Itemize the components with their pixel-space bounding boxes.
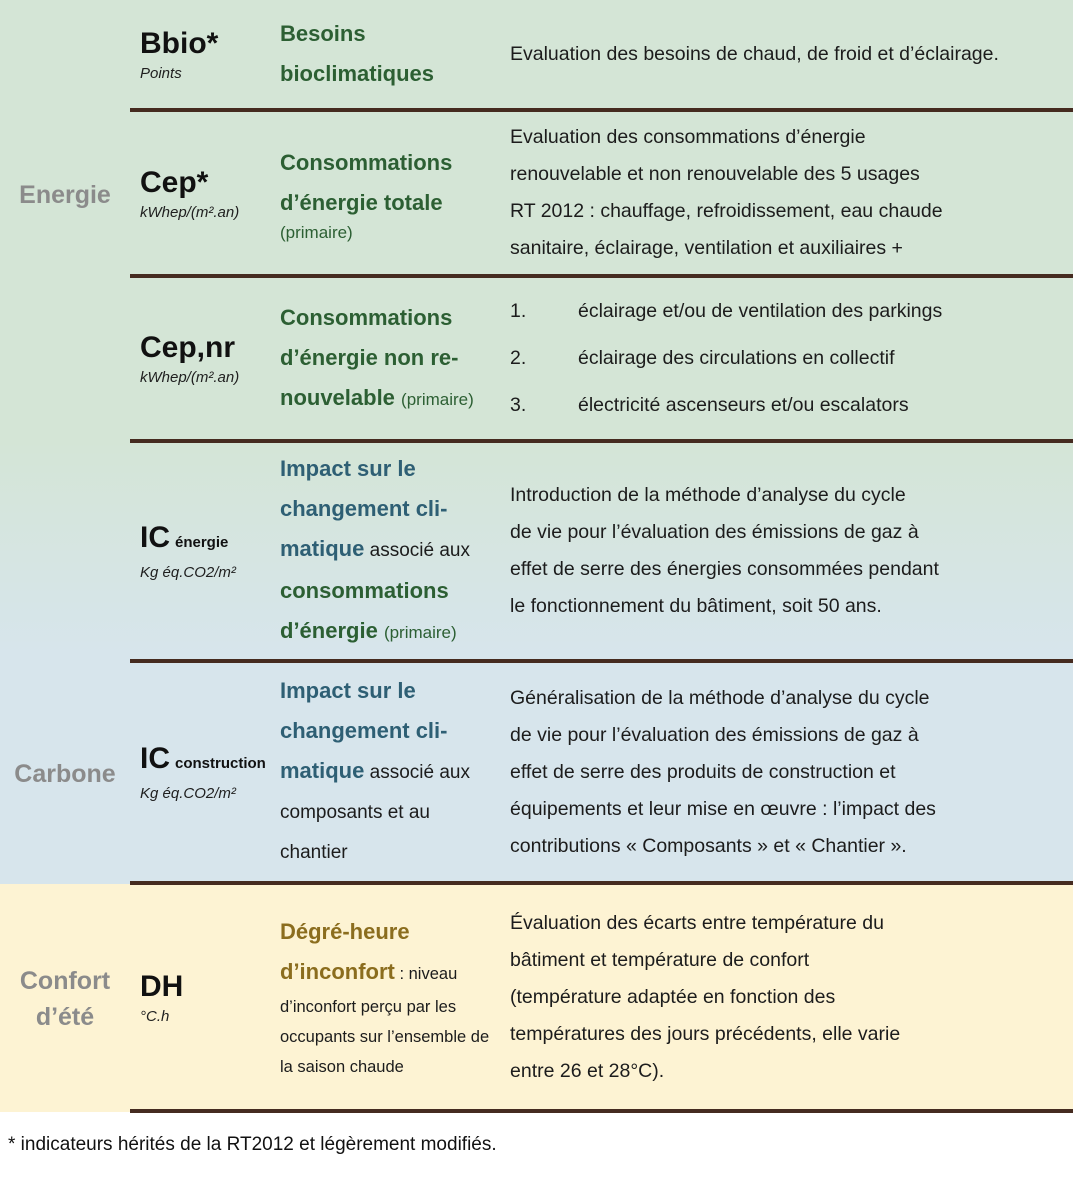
- name-cepnr-line1: Consommations: [280, 304, 453, 330]
- name-bbio-line2: bioclimatiques: [280, 61, 435, 86]
- footnote: * indicateurs hérités de la RT2012 et légèrement modifiés.: [8, 1134, 497, 1155]
- description-icco-line4: équipements et leur mise en œuvre : l’impact des: [510, 797, 936, 820]
- indicator-ic-energie-main: IC: [140, 521, 170, 554]
- section-label-confort-line2: d’été: [35, 1003, 95, 1031]
- name-icco-line5: chantier: [280, 842, 348, 863]
- description-icco-line2: de vie pour l’évaluation des émissions de gaz à: [510, 723, 919, 746]
- name-dh-line2-bold: d’inconfort: [280, 959, 395, 984]
- name-dh-line4: occupants sur l’ensemble de: [280, 1028, 490, 1046]
- name-icco-line3: [280, 751, 510, 793]
- name-cepnr-note: (primaire): [401, 389, 474, 409]
- description-icen-line2: de vie pour l’évaluation des émissions de gaz à: [510, 521, 919, 543]
- description-icco-line5: contributions « Composants » et « Chantier ».: [510, 834, 907, 857]
- row-dh: [0, 885, 1073, 1113]
- section-label-confort-line1: Confort: [19, 967, 111, 995]
- indicator-cell-ic-energie: [130, 521, 280, 581]
- name-icen-line3-bold: matique: [280, 536, 365, 561]
- name-dh-line2: [280, 952, 510, 992]
- section-label-energie: Energie: [19, 181, 111, 209]
- name-icen-note: (primaire): [383, 623, 457, 642]
- list-item-2-text: éclairage des circulations en collectif: [578, 347, 895, 369]
- description-cep-line3: RT 2012 : chauffage, refroidissement, eau chaude: [510, 200, 943, 222]
- name-icen-line5-bold: d’énergie: [280, 618, 378, 643]
- list-item-3-number: 3.: [510, 394, 527, 416]
- name-icco-line3-plain: associé aux: [364, 762, 470, 783]
- indicator-ic-construction: [140, 742, 280, 781]
- list-item-1: [510, 293, 1059, 330]
- name-cell-ic-construction: [280, 671, 510, 873]
- section-label-carbone-cell: [0, 663, 130, 885]
- name-icco-line2: changement cli-: [280, 718, 448, 743]
- name-icen-line4: consommations: [280, 578, 449, 603]
- description-cep-line2: renouvelable et non renouvelable des 5 usages: [510, 163, 920, 185]
- name-icen-line5: [280, 611, 510, 653]
- name-icen-line3-plain: associé aux: [364, 540, 470, 561]
- name-cepnr-line3-text: nouvelable: [280, 384, 395, 410]
- name-icco-line3-bold: matique: [280, 758, 365, 783]
- list-item-1-text: éclairage et/ou de ventilation des parkings: [578, 300, 943, 322]
- indicator-cep: Cep*: [140, 165, 209, 199]
- name-cell-ic-energie: [280, 449, 510, 653]
- section-label-spacer-cepnr: [0, 278, 130, 443]
- indicator-dh: DH: [140, 969, 184, 1003]
- name-icco-line4: composants et au: [280, 802, 430, 823]
- row-ic-construction: [0, 663, 1073, 885]
- row-cepnr: [0, 278, 1073, 443]
- description-icen-line4: le fonctionnement du bâtiment, soit 50 ans.: [510, 595, 882, 617]
- description-dh-line1: Évaluation des écarts entre température du: [510, 911, 884, 934]
- indicator-cepnr: Cep,nr: [140, 331, 236, 364]
- list-item-2: [510, 340, 1059, 377]
- name-cep-note: (primaire): [280, 223, 353, 242]
- name-cell-bbio: [280, 14, 510, 94]
- indicator-ic-construction-main: IC: [140, 742, 170, 775]
- section-label-energie-cell: [0, 112, 130, 278]
- unit-cepnr: kWhep/(m².an): [140, 369, 240, 386]
- description-icen-line1: Introduction de la méthode d’analyse du cycle: [510, 484, 906, 506]
- unit-dh: °C.h: [140, 1007, 170, 1025]
- name-cepnr-line2: d’énergie non re-: [280, 344, 459, 370]
- list-item-1-number: 1.: [510, 300, 527, 322]
- indicator-ic-construction-sub: construction: [175, 755, 266, 772]
- unit-ic-construction: Kg éq.CO2/m²: [140, 785, 236, 802]
- description-cep: [510, 119, 1073, 267]
- name-bbio-line1: Besoins: [280, 21, 366, 46]
- section-label-spacer-top: [0, 0, 130, 112]
- section-label-carbone: Carbone: [14, 760, 116, 788]
- footer: [0, 1113, 1073, 1177]
- indicator-ic-energie: [140, 521, 280, 560]
- unit-ic-energie: Kg éq.CO2/m²: [140, 564, 236, 581]
- description-icen-line3: effet de serre des énergies consommées pendant: [510, 558, 939, 580]
- description-bbio-text: Evaluation des besoins de chaud, de froid et d’éclairage.: [510, 42, 999, 65]
- name-dh-line5: la saison chaude: [280, 1058, 404, 1076]
- description-dh: [510, 905, 1073, 1090]
- description-dh-line5: entre 26 et 28°C).: [510, 1059, 665, 1082]
- unit-cep: kWhep/(m².an): [140, 203, 240, 221]
- description-dh-line4: températures des jours précédents, elle varie: [510, 1022, 901, 1045]
- list-item-2-number: 2.: [510, 347, 527, 369]
- unit-bbio: Points: [140, 64, 182, 82]
- indicator-bbio: Bbio*: [140, 26, 219, 60]
- name-icen-line3: [280, 529, 510, 571]
- indicator-cell-cep: [130, 166, 280, 221]
- list-item-3: [510, 387, 1059, 424]
- description-bbio: [510, 36, 1073, 73]
- name-dh-line1: Dégré-heure: [280, 919, 410, 944]
- description-cep-line1: Evaluation des consommations d’énergie: [510, 126, 866, 148]
- indicator-cell-cepnr: [130, 331, 280, 386]
- description-dh-line2: bâtiment et température de confort: [510, 948, 810, 971]
- description-ic-construction: [510, 680, 1073, 865]
- indicator-cell-dh: [130, 970, 280, 1025]
- name-dh-line2-plain: : niveau: [394, 965, 458, 983]
- description-dh-line3: (température adaptée en fonction des: [510, 985, 836, 1008]
- name-icco-line1: Impact sur le: [280, 678, 416, 703]
- description-cepnr-list: [510, 293, 1073, 424]
- section-label-spacer-icen: [0, 443, 130, 663]
- row-ic-energie: [0, 443, 1073, 663]
- indicator-ic-energie-sub: énergie: [175, 534, 229, 551]
- name-cell-dh: [280, 912, 510, 1082]
- description-icco-line3: effet de serre des produits de construction et: [510, 760, 896, 783]
- name-cep-line2: d’énergie totale: [280, 190, 443, 215]
- name-cep-line1: Consommations: [280, 150, 453, 175]
- name-icen-line1: Impact sur le: [280, 456, 416, 481]
- row-cep: [0, 112, 1073, 278]
- indicator-cell-bbio: [130, 27, 280, 82]
- name-cell-cep: [280, 143, 510, 243]
- section-label-confort-cell: [0, 885, 130, 1113]
- description-cep-line4: sanitaire, éclairage, ventilation et auxiliaires +: [510, 237, 903, 259]
- row-bbio: [0, 0, 1073, 112]
- indicator-cell-ic-construction: [130, 742, 280, 802]
- name-icen-line2: changement cli-: [280, 496, 448, 521]
- description-ic-energie: [510, 477, 1073, 625]
- name-dh-line3: d’inconfort perçu par les: [280, 998, 457, 1016]
- name-cell-cepnr: [280, 298, 510, 420]
- list-item-3-text: électricité ascenseurs et/ou escalators: [578, 394, 909, 416]
- name-cepnr-line3: [280, 378, 510, 420]
- description-icco-line1: Généralisation de la méthode d’analyse du cycle: [510, 686, 930, 709]
